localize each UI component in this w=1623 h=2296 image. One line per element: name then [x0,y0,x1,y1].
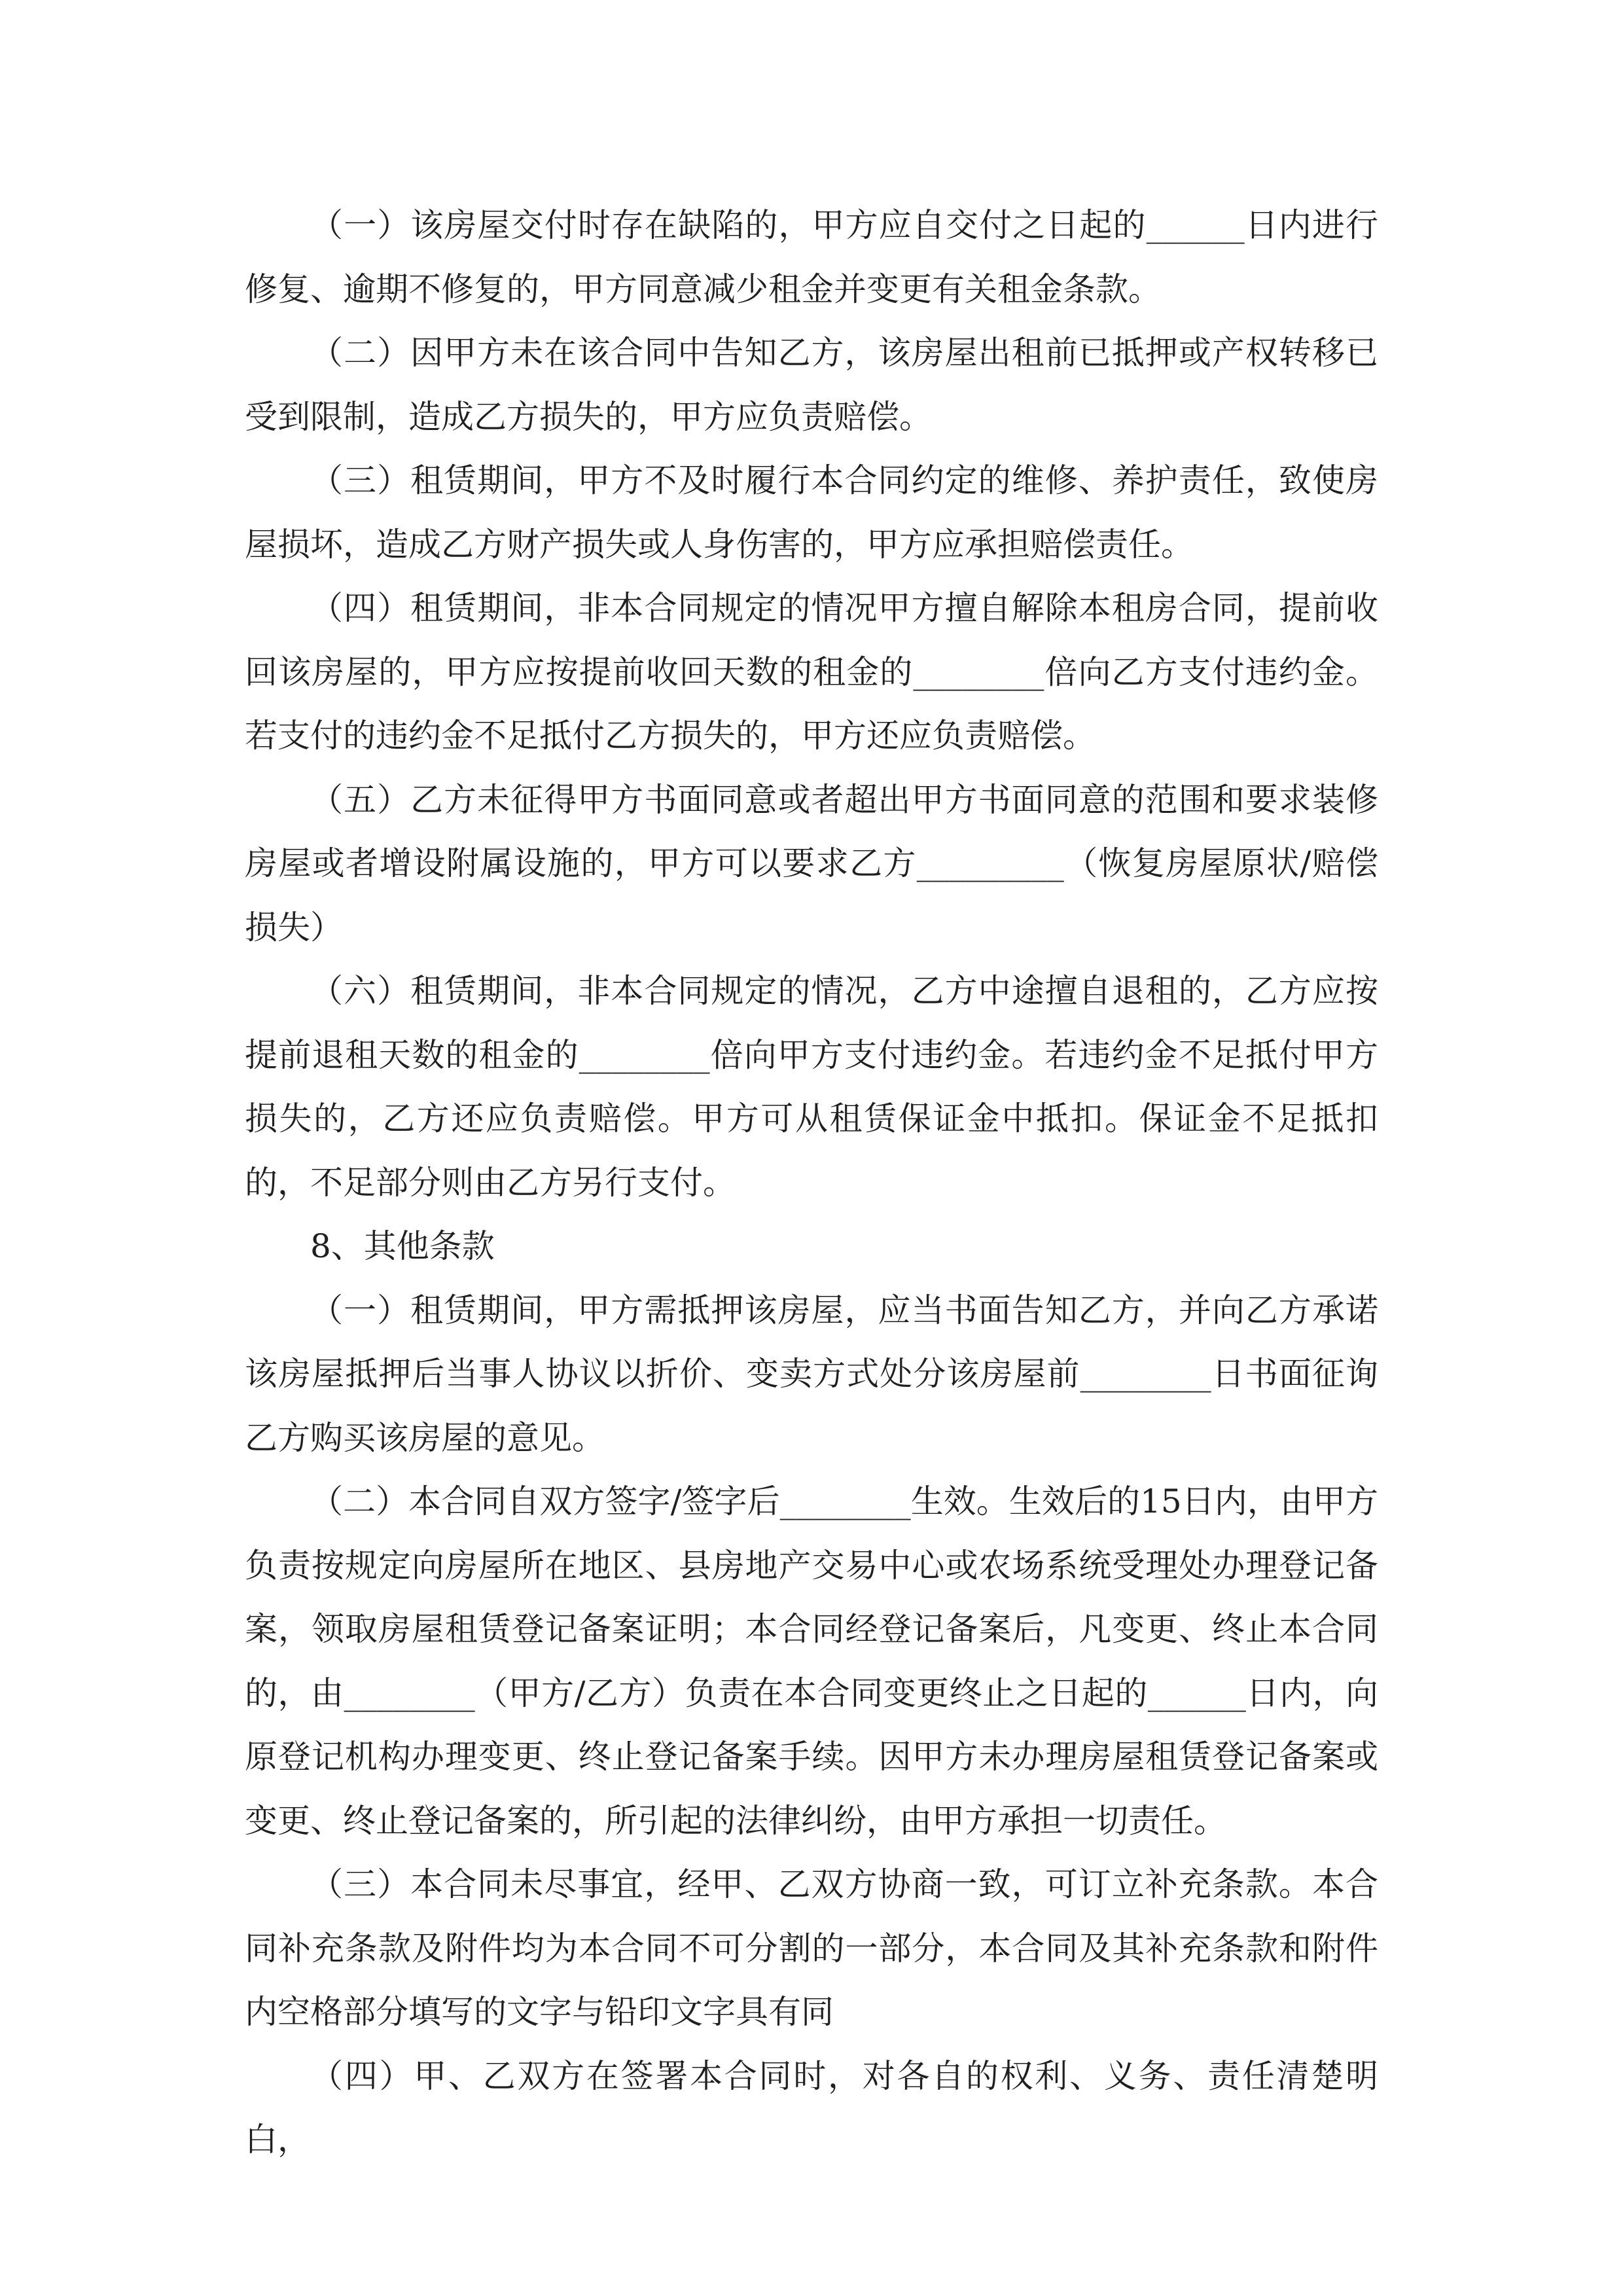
clause-2-mortgage-disclosure: （二）因甲方未在该合同中告知乙方，该房屋出租前已抵押或产权转移已受到限制，造成乙方损失的，甲方应负责赔偿。 [245,334,1378,436]
clause-6-tenant-early-termination: （六）租赁期间，非本合同规定的情况，乙方中途擅自退租的，乙方应按提前退租天数的租金的________倍向甲方支付违约金。若违约金不足抵付甲方损失的，乙方还应负责赔偿。甲方可从租赁保证金中抵扣。保证金不足抵扣的，不足部分则由乙方另行支付。 [245,972,1378,1202]
other-clause-3-supplementary-terms: （三）本合同未尽事宜，经甲、乙双方协商一致，可订立补充条款。本合同补充条款及附件均为本合同不可分割的一部分，本合同及其补充条款和附件内空格部分填写的文字与铅印文字具有同 [245,1865,1378,2031]
other-clause-2-registration: （二）本合同自双方签字/签字后________生效。生效后的15日内，由甲方负责按规定向房屋所在地区、县房地产交易中心或农场系统受理处办理登记备案，领取房屋租赁登记备案证明；本合同经登记备案后，凡变更、终止本合同的，由________（甲方/乙方）负责在本合同变更终止之日起的______日内，向原登记机构办理变更、终止登记备案手续。因甲方未办理房屋租赁登记备案或变更、终止登记备案的，所引起的法律纠纷，由甲方承担一切责任。 [245,1482,1378,1840]
clause-1-house-defects: （一）该房屋交付时存在缺陷的，甲方应自交付之日起的______日内进行修复、逾期不修复的，甲方同意减少租金并变更有关租金条款。 [245,206,1378,308]
clause-3-maintenance-liability: （三）租赁期间，甲方不及时履行本合同约定的维修、养护责任，致使房屋损坏，造成乙方财产损失或人身伤害的，甲方应承担赔偿责任。 [245,461,1378,564]
section-heading-other-terms: 8、其他条款 [310,1227,495,1265]
document-body [245,194,1378,2172]
other-clause-4-signing: （四）甲、乙双方在签署本合同时，对各自的权利、义务、责任清楚明白， [245,2056,1378,2159]
clause-4-landlord-early-termination: （四）租赁期间，非本合同规定的情况甲方擅自解除本租房合同，提前收回该房屋的，甲方应按提前收回天数的租金的________倍向乙方支付违约金。若支付的违约金不足抵付乙方损失的，甲方还应负责赔偿。 [245,589,1378,755]
clause-5-unauthorized-renovation: （五）乙方未征得甲方书面同意或者超出甲方书面同意的范围和要求装修房屋或者增设附属设施的，甲方可以要求乙方_________（恢复房屋原状/赔偿损失） [245,780,1378,946]
other-clause-1-mortgage-notice: （一）租赁期间，甲方需抵押该房屋，应当书面告知乙方，并向乙方承诺该房屋抵押后当事人协议以折价、变卖方式处分该房屋前________日书面征询乙方购买该房屋的意见。 [245,1291,1378,1457]
